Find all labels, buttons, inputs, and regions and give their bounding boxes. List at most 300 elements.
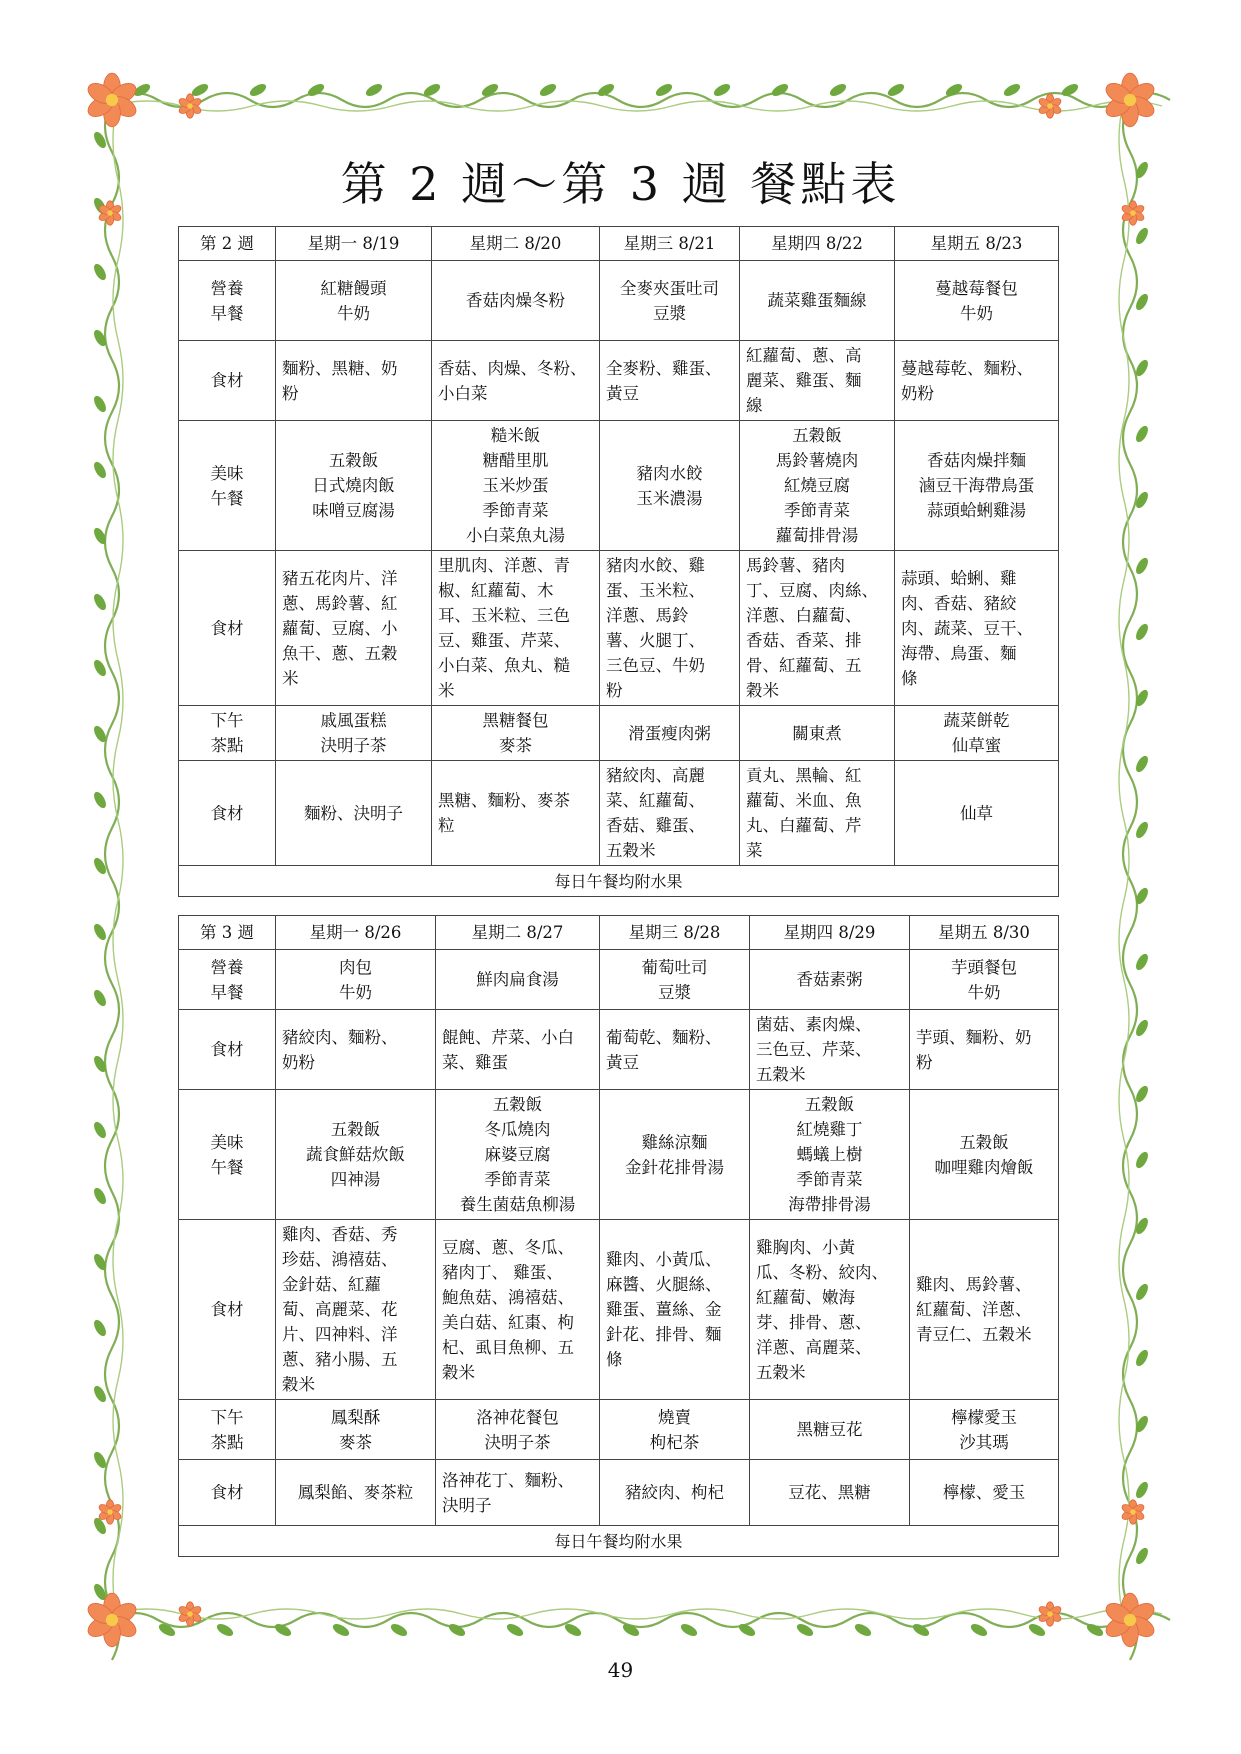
menu-cell [895,761,1059,866]
menu-cell [750,1400,910,1460]
cell-text-line: 杞、虱目魚柳、五 [442,1337,574,1357]
leaf [1002,82,1022,99]
leaf [92,790,109,810]
cell-text-line: 奶粉 [282,1052,315,1072]
cell-text-line: 螞蟻上樹 [796,1145,863,1164]
cell-text-line: 鮑魚菇、鴻禧菇、 [442,1287,574,1307]
cell-text-line: 咖哩雞肉燴飯 [934,1157,1034,1177]
menu-cell [910,1090,1059,1220]
cell-text-line: 五穀米 [756,1065,806,1084]
cell-text-line: 食材 [210,803,244,823]
leaf [505,1622,525,1639]
cell-text-line: 里肌肉、洋蔥、青 [438,556,570,575]
snack-row [179,1400,1059,1460]
cell-text-line: 香菇肉燥拌麵 [927,451,1026,470]
week-2-menu-table [178,226,1059,897]
cell-text-line: 鳳梨餡、麥茶粒 [297,1483,414,1502]
day-header: 星期三 8/21 [600,227,740,261]
leaf [1134,424,1151,444]
cell-text-line: 豬五花肉片、洋 [282,568,398,588]
cell-text-line: 蛋、玉米粒、 [606,581,705,600]
cell-text-line: 黑糖豆花 [796,1420,863,1439]
cell-text-line: 肉、蔬菜、豆干、 [901,618,1033,638]
flower-center [187,1611,193,1617]
vine-bottom-secondary [112,1609,1162,1619]
cell-text-line: 洛神花餐包 [476,1407,559,1427]
fruit-note-row [179,1526,1059,1557]
menu-cell [600,551,740,706]
cell-text-line: 香菇、香菜、排 [746,631,862,650]
leaf [92,1186,109,1206]
leaf [92,988,109,1008]
cell-text-line: 麗菜、雞蛋、麵 [746,371,862,390]
cell-text-line: 紅蘿蔔、蔥、高 [746,346,862,365]
menu-cell [750,1090,910,1220]
vine-bottom [112,1613,1170,1627]
cell-text-line: 五穀飯 [804,1095,855,1114]
cell-text-line: 麻醬、火腿絲、 [606,1275,722,1294]
cell-text-line: 馬鈴薯、豬肉 [746,556,845,575]
cell-text-line: 雞肉、香菇、秀 [282,1225,398,1244]
cell-text-line: 椒、紅蘿蔔、木 [438,581,554,600]
leaf [1134,1282,1151,1302]
cell-text-line: 豬肉水餃 [636,463,703,483]
menu-cell [600,1400,750,1460]
cell-text-line: 季節青菜 [796,1170,863,1189]
cell-text-line: 穀米 [442,1362,475,1382]
cell-text-line: 菜、雞蛋 [442,1052,508,1072]
cell-text-line: 菌菇、素肉燥、 [756,1015,872,1034]
cell-text-line: 穀米 [746,681,779,700]
leaf [92,394,109,414]
menu-cell [895,421,1059,551]
menu-cell [600,706,740,761]
table-header-row [179,227,1059,261]
menu-cell [276,551,432,706]
leaf [911,1622,931,1639]
cell-text-line: 芋頭餐包 [951,957,1017,977]
leaf [853,1622,873,1639]
cell-text-line: 五穀飯 [492,1095,543,1114]
cell-text-line: 五穀飯 [330,1120,381,1139]
cell-text-line: 蔬菜雞蛋麵線 [767,291,867,310]
cell-text-line: 洋蔥、馬鈴 [606,606,689,625]
cell-text-line: 紅蘿蔔、嫩海 [756,1287,855,1307]
menu-cell [436,950,600,1010]
leaf [1134,820,1151,840]
cell-text-line: 小白菜 [438,383,488,403]
cell-text-line: 香菇、雞蛋、 [606,816,705,835]
cell-text-line: 芋頭、麵粉、奶 [916,1027,1032,1047]
flower-center [1047,1611,1053,1617]
page-number: 49 [607,1658,634,1682]
cell-text-line: 麵粉、黑糖、奶 [282,358,398,378]
menu-cell [750,950,910,1010]
page-title: 第 2 週～第 3 週 餐點表 [340,157,901,211]
cell-text-line: 五穀米 [756,1362,806,1382]
cell-text-line: 日式燒肉飯 [312,476,395,495]
menu-cell [740,761,895,866]
cell-text-line: 季節青菜 [482,501,549,520]
leaf [828,82,848,99]
menu-cell [436,1460,600,1526]
cell-text-line: 味噌豆腐湯 [312,501,395,520]
cell-text-line: 耳、玉米粒、三色 [438,606,570,625]
cell-text-line: 豬肉丁、 雞蛋、 [442,1262,563,1282]
menu-cell [600,1460,750,1526]
menu-cell [910,1010,1059,1090]
cell-text-line: 三色豆、芹菜、 [756,1040,872,1059]
cell-text-line: 美白菇、紅棗、枸 [442,1312,574,1332]
cell-text-line: 四神湯 [330,1170,381,1189]
cell-text-line: 黑糖、麵粉、麥茶 [438,791,570,810]
menu-cell [432,341,600,421]
leaf [1134,754,1151,774]
leaf [92,922,109,942]
row-label [179,950,276,1010]
leaf [1134,1348,1151,1368]
cell-text-line: 條 [606,1350,623,1369]
leaf [1027,1622,1047,1639]
cell-text-line: 丸、白蘿蔔、芹 [746,816,862,835]
cell-text-line: 香菇、肉燥、冬粉、 [438,358,587,378]
leaf [92,1318,109,1338]
cell-text-line: 營養 [210,957,244,977]
cell-text-line: 糙米飯 [490,426,541,445]
menu-cell [432,551,600,706]
cell-text-line: 早餐 [210,303,244,323]
leaf [447,1622,467,1639]
cell-text-line: 青豆仁、五穀米 [916,1325,1032,1344]
leaf [1134,952,1151,972]
leaf [1134,1546,1151,1566]
lunch-row [179,421,1059,551]
menu-cell [276,706,432,761]
leaf [306,82,326,99]
cell-text-line: 全麥粉、雞蛋、 [606,358,722,378]
row-label [179,1090,276,1220]
cell-text-line: 香菇肉燥冬粉 [466,291,565,310]
cell-text-line: 食材 [210,371,244,390]
cell-text-line: 蘿蔔、米血、魚 [746,791,862,810]
cell-text-line: 紅蘿蔔、洋蔥、 [916,1300,1032,1319]
cell-text-line: 五穀米 [606,841,656,860]
menu-cell [600,1220,750,1400]
day-header: 星期四 8/29 [750,916,910,950]
cell-text-line: 茶點 [210,1432,244,1452]
leaf [1134,622,1151,642]
cell-text-line: 季節青菜 [484,1170,551,1189]
cell-text-line: 雞絲涼麵 [641,1132,708,1152]
lunch-ingredients-row [179,551,1059,706]
cell-text-line: 黃豆 [606,383,639,403]
cell-text-line: 五穀飯 [328,451,379,470]
row-label [179,551,276,706]
cell-text-line: 仙草蜜 [951,736,1002,755]
cell-text-line: 食材 [210,1040,244,1059]
menu-cell [276,1090,436,1220]
flower-center [1130,1509,1136,1515]
menu-cell [432,706,600,761]
flower-center [106,1614,118,1626]
menu-cell [910,1460,1059,1526]
cell-text-line: 午餐 [210,1157,244,1177]
leaf [1134,1150,1151,1170]
menu-cell [740,421,895,551]
menu-cell [750,1010,910,1090]
menu-cell [276,1220,436,1400]
leaf [538,82,558,99]
cell-text-line: 洛神花丁、麵粉、 [442,1470,574,1490]
table-header-row [179,916,1059,950]
leaf [712,82,732,99]
menu-cell [740,261,895,341]
menu-cell [276,261,432,341]
row-label [179,761,276,866]
cell-text-line: 檸檬、愛玉 [942,1483,1026,1502]
cell-text-line: 芽、排骨、蔥、 [756,1312,872,1332]
row-label [179,421,276,551]
cell-text-line: 養生菌菇魚柳湯 [459,1195,576,1214]
cell-text-line: 美味 [210,1132,244,1152]
cell-text-line: 豆腐、蔥、冬瓜、 [442,1237,574,1257]
cell-text-line: 食材 [210,1300,244,1319]
flower-center [106,94,118,106]
leaf [886,82,906,99]
cell-text-line: 食材 [210,1483,244,1502]
cell-text-line: 香菇素粥 [796,970,863,989]
cell-text-line: 菜 [746,841,763,860]
cell-text-line: 菜、紅蘿蔔、 [606,791,705,810]
flower-center [1047,103,1053,109]
row-label [179,1400,276,1460]
cell-text-line: 茶點 [210,736,244,755]
menu-cell [600,341,740,421]
cell-text-line: 麻婆豆腐 [484,1145,551,1164]
cell-text-line: 骨、紅蘿蔔、五 [746,656,862,675]
row-label [179,261,276,341]
day-header: 星期二 8/20 [432,227,600,261]
menu-cell [895,341,1059,421]
cell-text-line: 葡萄吐司 [641,957,708,977]
cell-text-line: 美味 [210,463,244,483]
menu-cell [276,761,432,866]
leaf [92,658,109,678]
menu-cell [895,706,1059,761]
menu-cell [436,1400,600,1460]
cell-text-line: 珍菇、鴻禧菇、 [282,1250,398,1269]
cell-text-line: 豬肉水餃、雞 [606,556,705,575]
day-header: 星期二 8/27 [436,916,600,950]
cell-text-line: 蔬菜餅乾 [943,711,1010,730]
cell-text-line: 五穀飯 [792,426,842,445]
cell-text-line: 玉米濃湯 [636,488,703,508]
row-label [179,341,276,421]
cell-text-line: 決明子 [442,1495,492,1515]
leaf [364,82,384,99]
week-label: 第 2 週 [179,227,276,261]
cell-text-line: 決明子茶 [320,736,387,755]
menu-cell [910,950,1059,1010]
cell-text-line: 金針菇、紅蘿 [282,1275,381,1294]
cell-text-line: 玉米炒蛋 [482,476,549,495]
menu-cell [740,341,895,421]
leaf [215,1622,235,1639]
cell-text-line: 紅燒豆腐 [784,476,850,495]
cell-text-line: 片、四神料、洋 [282,1325,398,1344]
cell-text-line: 雞胸肉、小黃 [756,1237,855,1257]
cell-text-line: 下午 [210,711,244,730]
cell-text-line: 豆漿 [653,303,686,323]
menu-cell [276,1460,436,1526]
cell-text-line: 肉包 [339,957,372,977]
flower-center [1124,94,1136,106]
snack-ingredients-row [179,761,1059,866]
menu-cell [750,1460,910,1526]
cell-text-line: 麥茶 [499,736,532,755]
cell-text-line: 豬絞肉、枸杞 [625,1483,724,1502]
cell-text-line: 針花、排骨、麵 [606,1325,722,1344]
menu-cell [600,421,740,551]
cell-text-line: 餛飩、芹菜、小白 [442,1027,574,1047]
week-3-menu-table [178,915,1059,1557]
lunch-ingredients-row [179,1220,1059,1400]
breakfast-row [179,261,1059,341]
leaf [92,460,109,480]
leaf [92,1120,109,1140]
cell-text-line: 蒜頭蛤蜊雞湯 [927,501,1026,520]
cell-text-line: 蔓越莓餐包 [935,278,1018,298]
cell-text-line: 貢丸、黑輪、紅 [746,766,862,785]
cell-text-line: 冬瓜燒肉 [484,1120,551,1139]
cell-text-line: 粒 [438,816,455,835]
cell-text-line: 豬絞肉、麵粉、 [282,1027,398,1047]
cell-text-line: 麥茶 [339,1432,372,1452]
cell-text-line: 海帶、鳥蛋、麵 [901,643,1017,663]
cell-text-line: 仙草 [960,803,993,823]
flower-center [1124,1614,1136,1626]
cell-text-line: 米 [282,668,299,688]
menu-cell [432,761,600,866]
cell-text-line: 全麥夾蛋吐司 [620,278,719,298]
leaf [770,82,790,99]
cell-text-line: 枸杞茶 [649,1432,700,1452]
menu-cell [750,1220,910,1400]
cell-text-line: 蔥、馬鈴薯、紅 [282,593,398,613]
leaf [679,1622,699,1639]
menu-cell [740,551,895,706]
week-label: 第 3 週 [179,916,276,950]
cell-text-line: 米 [438,681,455,700]
cell-text-line: 線 [746,396,763,415]
menu-cell [895,551,1059,706]
cell-text-line: 牛奶 [339,982,372,1002]
leaf [1134,556,1151,576]
leaf [1134,1480,1151,1500]
cell-text-line: 小白菜、魚丸、糙 [438,656,570,675]
cell-text-line: 雞肉、小黃瓜、 [606,1250,722,1269]
cell-text-line: 條 [901,668,918,688]
cell-text-line: 粉 [282,383,299,403]
cell-text-line: 牛奶 [337,303,370,323]
cell-text-line: 黑糖餐包 [482,711,549,730]
cell-text-line: 馬鈴薯燒肉 [775,451,859,470]
menu-cell [910,1220,1059,1400]
cell-text-line: 鳳梨酥 [330,1407,381,1427]
row-label [179,706,276,761]
cell-text-line: 蘿蔔排骨湯 [775,526,859,545]
leaf [596,82,616,99]
menu-cell [276,1010,436,1090]
menu-cell [600,1010,750,1090]
row-label [179,1460,276,1526]
vine-right [1123,100,1137,1660]
flower-center [187,103,193,109]
row-label [179,1010,276,1090]
fruit-note-row [179,866,1059,897]
menu-cell [276,1400,436,1460]
fruit-note: 每日午餐均附水果 [179,1526,1059,1557]
cell-text-line: 下午 [210,1407,244,1427]
cell-text-line: 蘿蔔、豆腐、小 [282,618,398,638]
menu-cell [910,1400,1059,1460]
row-label [179,1220,276,1400]
cell-text-line: 蔬食鮮菇炊飯 [306,1145,405,1164]
cell-text-line: 雞肉、馬鈴薯、 [916,1275,1032,1294]
menu-cell [276,421,432,551]
cell-text-line: 瓜、冬粉、絞肉、 [756,1262,888,1282]
cell-text-line: 葡萄乾、麵粉、 [606,1027,722,1047]
cell-text-line: 糖醋里肌 [482,451,549,470]
cell-text-line: 粉 [606,681,623,700]
cell-text-line: 薯、火腿丁、 [606,631,705,650]
leaf [92,592,109,612]
cell-text-line: 牛奶 [967,982,1001,1002]
menu-cell [436,1010,600,1090]
cell-text-line: 魚干、蔥、五穀 [282,643,398,663]
menu-cell [895,261,1059,341]
day-header: 星期一 8/26 [276,916,436,950]
cell-text-line: 午餐 [210,488,244,508]
cell-text-line: 戚風蛋糕 [320,711,387,730]
cell-text-line: 五穀飯 [959,1132,1009,1152]
fruit-note: 每日午餐均附水果 [179,866,1059,897]
menu-cell [600,761,740,866]
cell-text-line: 季節青菜 [784,501,850,520]
cell-text-line: 洋蔥、白蘿蔔、 [746,606,862,625]
cell-text-line: 穀米 [282,1375,315,1394]
breakfast-ingredients-row [179,1010,1059,1090]
cell-text-line: 蔔、高麗菜、花 [282,1300,398,1319]
cell-text-line: 豬絞肉、高麗 [606,766,705,785]
cell-text-line: 金針花排骨湯 [625,1157,724,1177]
breakfast-row [179,950,1059,1010]
cell-text-line: 紅糖饅頭 [320,278,387,298]
menu-cell [600,261,740,341]
leaf [389,1622,409,1639]
cell-text-line: 小白菜魚丸湯 [466,526,565,545]
cell-text-line: 黃豆 [606,1052,639,1072]
cell-text-line: 奶粉 [901,383,934,403]
cell-text-line: 豆、雞蛋、芹菜、 [438,631,570,650]
vine-left-secondary [113,100,123,1620]
menu-cell [276,341,432,421]
menu-cell [600,1090,750,1220]
cell-text-line: 早餐 [210,982,244,1002]
snack-ingredients-row [179,1460,1059,1526]
cell-text-line: 豆花、黑糖 [788,1483,871,1502]
menu-cell [432,261,600,341]
